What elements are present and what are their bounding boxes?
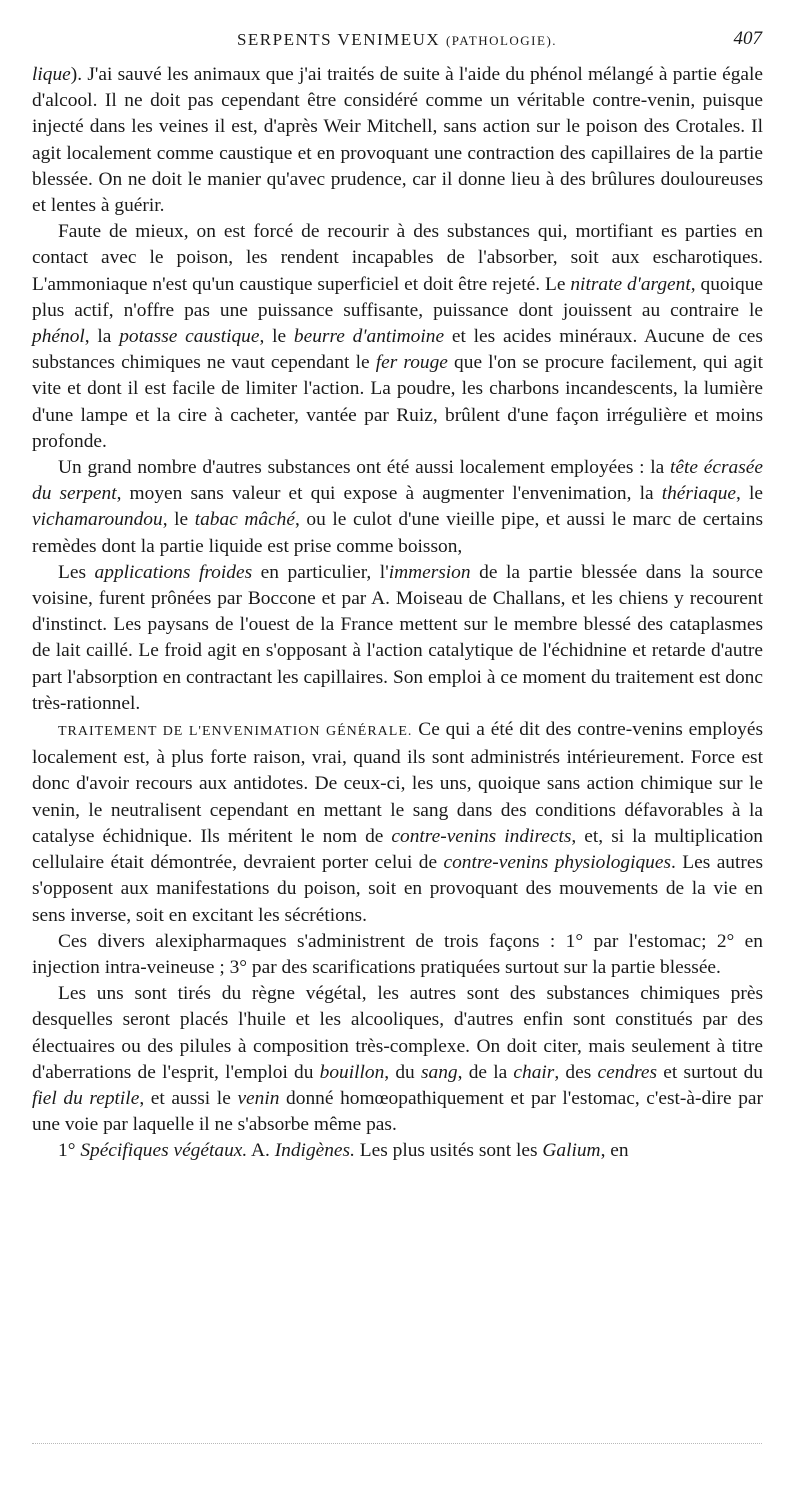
paragraph [32,717,763,929]
bottom-rule [32,1443,762,1444]
italic-text: Galium [542,1140,601,1162]
text-run: , quoique plus actif, n'offre pas une puissance suffisante, puissance dont jouissent au contraire le [32,273,763,321]
text-run: Les [58,561,95,583]
text-run: , moyen sans valeur et qui expose à augmenter l'envenimation, la [116,483,662,505]
paragraph [32,981,763,1138]
italic-text: lique [32,64,71,85]
paragraph [32,929,763,981]
text-run: et les acides minéraux. Aucune de ces substances chimiques ne vaut cependant le [32,326,763,374]
body-text [32,62,763,1165]
text-run: Faute de mieux, on est forcé de recourir à des substances qui, mortifiant es parties en contact avec le poison, les rendent incapables de l'absorber, soit aux escharotiques. L'ammoniaque n'est qu'un caustique superficiel et doit être rejeté. Le [32,221,763,295]
italic-text: phénol [32,326,85,348]
italic-text: contre-venins indirects [391,825,572,847]
text-run: , le [162,509,195,531]
text-run: et surtout du [657,1061,763,1083]
text-run: donné homœopathiquement et par l'estomac, c'est-à-dire par une voie par laquelle il ne s'absorbe même pas. [32,1087,763,1136]
italic-text: beurre d'antimoine [293,326,445,348]
text-run: Les plus usités sont les [354,1140,543,1162]
running-title-main: SERPENTS VENIMEUX [236,30,441,49]
text-run: ). J'ai sauvé les animaux que j'ai traités de suite à l'aide du phénol mélangé à partie égale d'alcool. Il ne doit pas cependant être considéré comme un véritable contre-venin, puisque injecté dans les veines il est, d'après Weir Mitchell, sans action sur le poison des Crotales. Il agit localement comme caustique et en provoquant une contraction des capillaires de la partie blessée. On ne doit le manier qu'avec prudence, car il donne lieu à des brûlures douloureuses et lentes à guérir. [32,64,763,217]
italic-text: vichamaroundou [32,509,163,531]
italic-text: chair [513,1061,555,1083]
text-run: A. [247,1140,275,1162]
text-run: , la [84,326,120,348]
italic-text: nitrate d'argent [570,273,691,295]
paragraph [32,455,763,560]
paragraph [32,560,763,717]
italic-text: immersion [388,561,471,583]
italic-text: tête écrasée du serpent [32,457,763,505]
italic-text: potasse caustique [119,326,260,348]
text-run: , le [736,483,763,505]
italic-text: Spécifiques végétaux. [80,1140,248,1162]
text-run: Ces divers alexipharmaques s'administrent de trois façons : 1° par l'estomac; 2° en injection intra-veineuse ; 3° par des scarifications pratiquées surtout sur la partie blessée. [32,930,763,978]
italic-text: Indigènes. [274,1140,355,1162]
italic-text: sang [420,1061,458,1083]
italic-text: tabac mâché [194,509,295,531]
running-title-sub: (PATHOLOGIE). [445,33,558,48]
text-run: . Les autres s'opposent aux manifestations du poison, soit en provoquant des mouvements de la vie en sens inverse, soit en excitant les sécrétions. [32,852,763,926]
text-run: , ou le culot d'une vieille pipe, et aussi le marc de certains remèdes dont la partie liquide est prise comme boisson, [32,509,763,557]
text-run: de la partie blessée dans la source voisine, furent prônées par Boccone et par A. Moiseau de Challans, et les chiens y recourent d'instinct. Les paysans de l'ouest de la France mettent sur le membre blessé des cataplasmes de lait caillé. Le froid agit en s'opposant à l'action catalytique de l'échidnine et retarde d'autre part l'absorption en contractant les capillaires. Son emploi à ce moment du traitement est donc très-rationnel. [32,561,763,714]
paragraph [32,1138,763,1164]
italic-text: thériaque [661,483,737,505]
text-run: , du [384,1061,421,1083]
text-run: , en [600,1140,629,1162]
italic-text: contre-venins physiologiques [443,852,672,874]
section-heading: TRAITEMENT DE L'ENVENIMATION GÉNÉRALE. [58,724,413,740]
italic-text: cendres [597,1061,658,1083]
text-run: en particulier, l' [252,561,389,583]
text-run: Ce qui a été dit des contre-venins employés localement est, à plus forte raison, vrai, quand ils sont administrés intérieurement. Force est donc d'avoir recours aux antidotes. De ceux-ci, les uns, quoique sans action chimique sur le venin, le neutralisent cependant en mettant le sang dans des conditions défavorables à la catalyse échidnique. Ils méritent le nom de [32,719,763,847]
text-run: que l'on se procure facilement, qui agit vite et dont il est facile de limiter l'action. La poudre, les charbons incandescents, la lumière d'une lampe et la cire à cacheter, vantée par Ruiz, brûlent d'une façon irrégulière et moins profonde. [32,352,764,452]
italic-text: bouillon [319,1061,385,1083]
italic-text: applications froides [94,561,253,583]
italic-text: venin [237,1087,280,1109]
italic-text: fiel du reptile [32,1087,140,1109]
paragraph [32,62,763,219]
italic-text: fer rouge [375,352,448,374]
paragraph [32,219,763,455]
text-run: , le [259,326,294,348]
text-run: , de la [457,1061,514,1083]
page-header [32,30,762,56]
text-run: , et aussi le [139,1087,238,1109]
text-run: Un grand nombre d'autres substances ont été aussi localement employées : la [58,457,671,479]
text-run: , des [554,1061,598,1083]
text-run: 1° [58,1140,81,1162]
page-number: 407 [733,28,762,49]
text-run: Les uns sont tirés du règne végétal, les autres sont des substances chimiques près desquelles seront placés l'huile et les alcooliques, d'autres enfin sont constitués par des électuaires ou des pilules à composition très-complexe. On doit citer, mais seulement à titre d'aberrations de l'esprit, l'emploi du [32,983,763,1083]
running-title [32,30,762,50]
text-run: , et, si la multiplication cellulaire était démontrée, devraient porter celui de [32,825,763,874]
